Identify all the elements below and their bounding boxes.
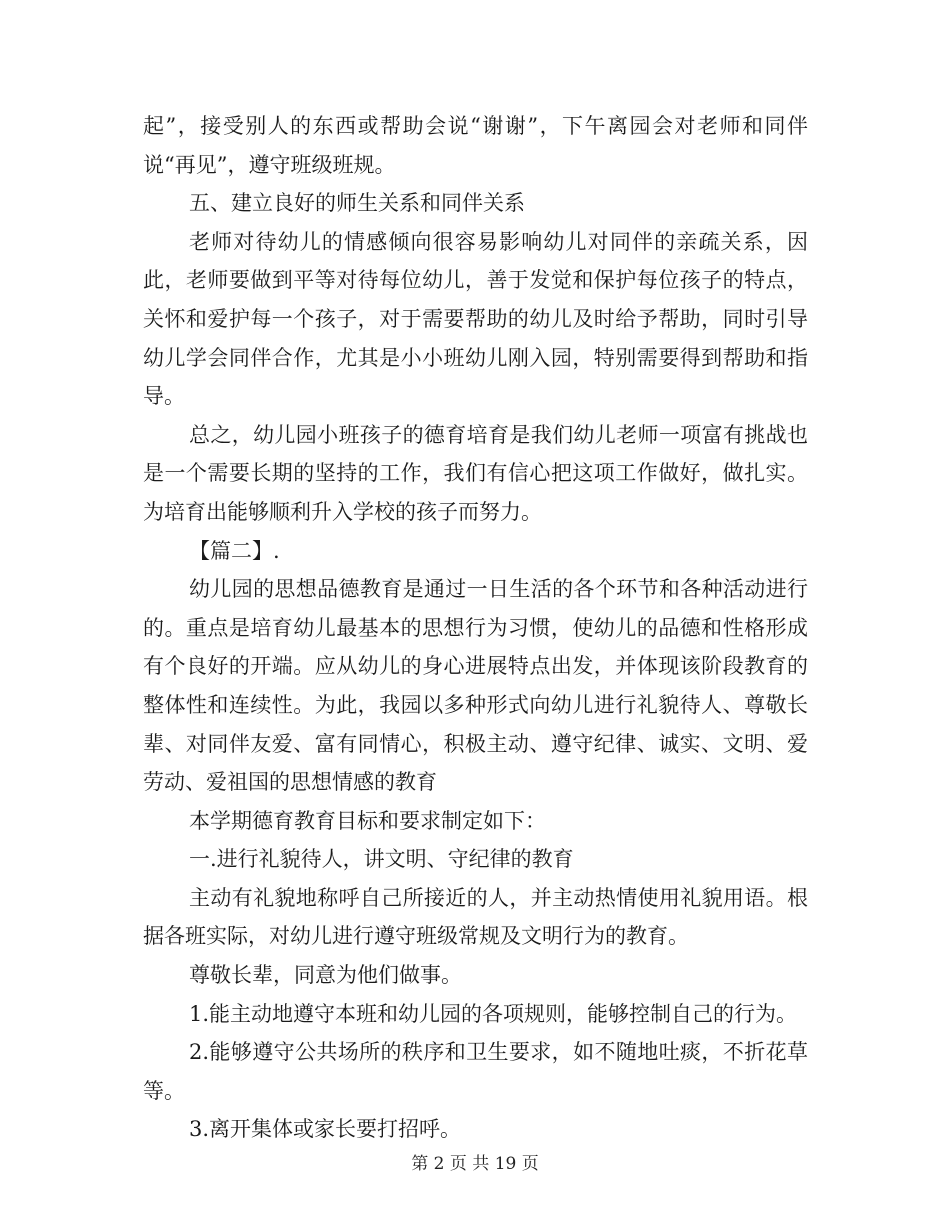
paragraph-3: 总之，幼儿园小班孩子的德育培育是我们幼儿老师一项富有挑战也是一个需要长期的坚持的工作，我们有信心把这项工作做好，做扎实。为培育出能够顺利升入学校的孩子而努力。 [143,422,808,524]
list-item-2: 2.能够遵守公共场所的秩序和卫生要求，如不随地吐痰，不折花草等。 [143,1040,808,1103]
paragraph-7: 尊敬长辈，同意为他们做事。 [189,963,462,988]
paragraph-2: 老师对待幼儿的情感倾向很容易影响幼儿对同伴的亲疏关系，因此，老师要做到平等对待每位幼儿，善于发觉和保护每位孩子的特点，关怀和爱护每一个孩子，对于需要帮助的幼儿及时给予帮助，同时引导幼儿学会同伴合作，尤其是小小班幼儿刚入园，特别需要得到帮助和指导。 [143,229,808,409]
section-heading-1: 一.进行礼貌待人，讲文明、守纪律的教育 [189,847,574,872]
page-number-footer: 第 2 页 共 19 页 [411,1154,539,1174]
list-item-1: 1.能主动地遵守本班和幼儿园的各项规则，能够控制自己的行为。 [189,1001,798,1026]
paragraph-1: 起”，接受别人的东西或帮助会说“谢谢”，下午离园会对老师和同伴说“再见”，遵守班级班规。 [143,114,808,177]
paragraph-5: 本学期德育教育目标和要求制定如下： [189,808,546,833]
list-item-3: 3.离开集体或家长要打招呼。 [189,1117,462,1142]
part-heading: 【篇二】. [189,538,280,563]
document-body [143,107,808,1149]
paragraph-6: 主动有礼貌地称呼自己所接近的人，并主动热情使用礼貌用语。根据各班实际，对幼儿进行遵守班级常规及文明行为的教育。 [143,885,808,949]
section-heading-5: 五、建立良好的师生关系和同伴关系 [189,191,525,216]
paragraph-4: 幼儿园的思想品德教育是通过一日生活的各个环节和各种活动进行的。重点是培育幼儿最基本的思想行为习惯，使幼儿的品德和性格形成有个良好的开端。应从幼儿的身心进展特点出发，并体现该阶段教育的整体性和连续性。为此，我园以多种形式向幼儿进行礼貌待人、尊敬长辈、对同伴友爱、富有同情心，积极主动、遵守纪律、诚实、文明、爱劳动、爱祖国的思想情感的教育 [143,577,808,795]
